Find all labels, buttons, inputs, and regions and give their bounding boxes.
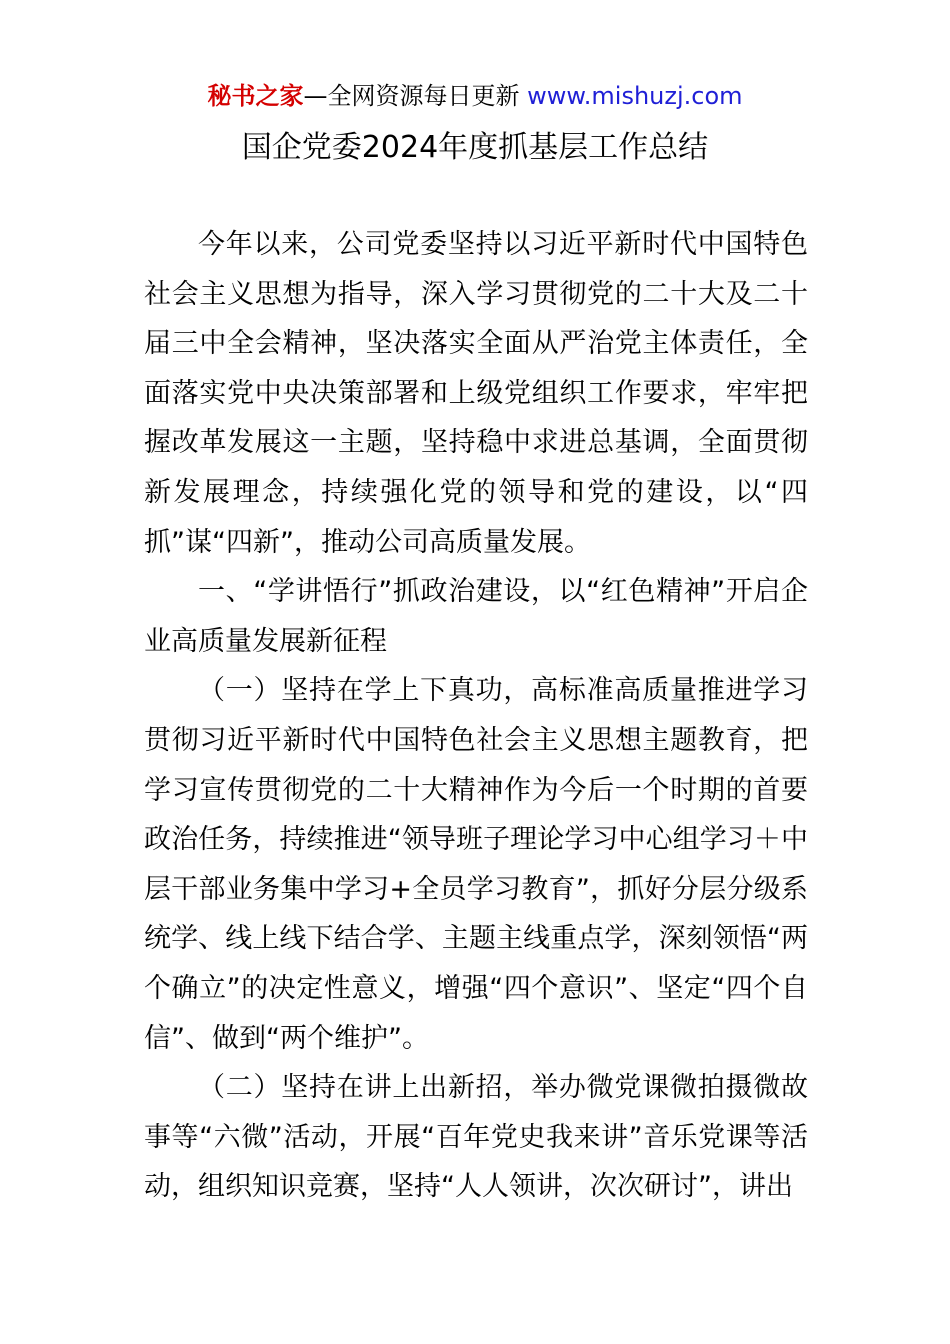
document-title: 国企党委2024年度抓基层工作总结 bbox=[241, 130, 709, 165]
document-body bbox=[144, 220, 808, 1212]
site-header bbox=[0, 78, 950, 114]
subsection-paragraph-1: （一）坚持在学上下真功，高标准高质量推进学习贯彻习近平新时代中国特色社会主义思想主题教育，把学习宣传贯彻党的二十大精神作为今后一个时期的首要政治任务，持续推进“领导班子理论学习中心组学习＋中层干部业务集中学习+全员学习教育”，抓好分层分级系统学、线上线下结合学、主题主线重点学，深刻领悟“两个确立”的决定性意义，增强“四个意识”、坚定“四个自信”、做到“两个维护”。 bbox=[144, 675, 808, 1054]
section-heading-1: 一、“学讲悟行”抓政治建设，以“红色精神”开启企业高质量发展新征程 bbox=[144, 576, 808, 657]
site-brand[interactable]: 秘书之家 bbox=[207, 82, 304, 110]
intro-paragraph: 今年以来，公司党委坚持以习近平新时代中国特色社会主义思想为指导，深入学习贯彻党的二十大及二十届三中全会精神，坚决落实全面从严治党主体责任，全面落实党中央决策部署和上级党组织工作要求，牢牢把握改革发展这一主题，坚持稳中求进总基调，全面贯彻新发展理念，持续强化党的领导和党的建设，以“四抓”谋“四新”，推动公司高质量发展。 bbox=[144, 229, 808, 558]
site-tagline: —全网资源每日更新 bbox=[303, 82, 528, 110]
subsection-paragraph-2: （二）坚持在讲上出新招，举办微党课微拍摄微故事等“六微”活动，开展“百年党史我来讲”音乐党课等活动，组织知识竞赛，坚持“人人领讲，次次研讨”，讲出 bbox=[144, 1072, 808, 1203]
site-url-link[interactable]: www.mishuzj.com bbox=[527, 82, 743, 110]
